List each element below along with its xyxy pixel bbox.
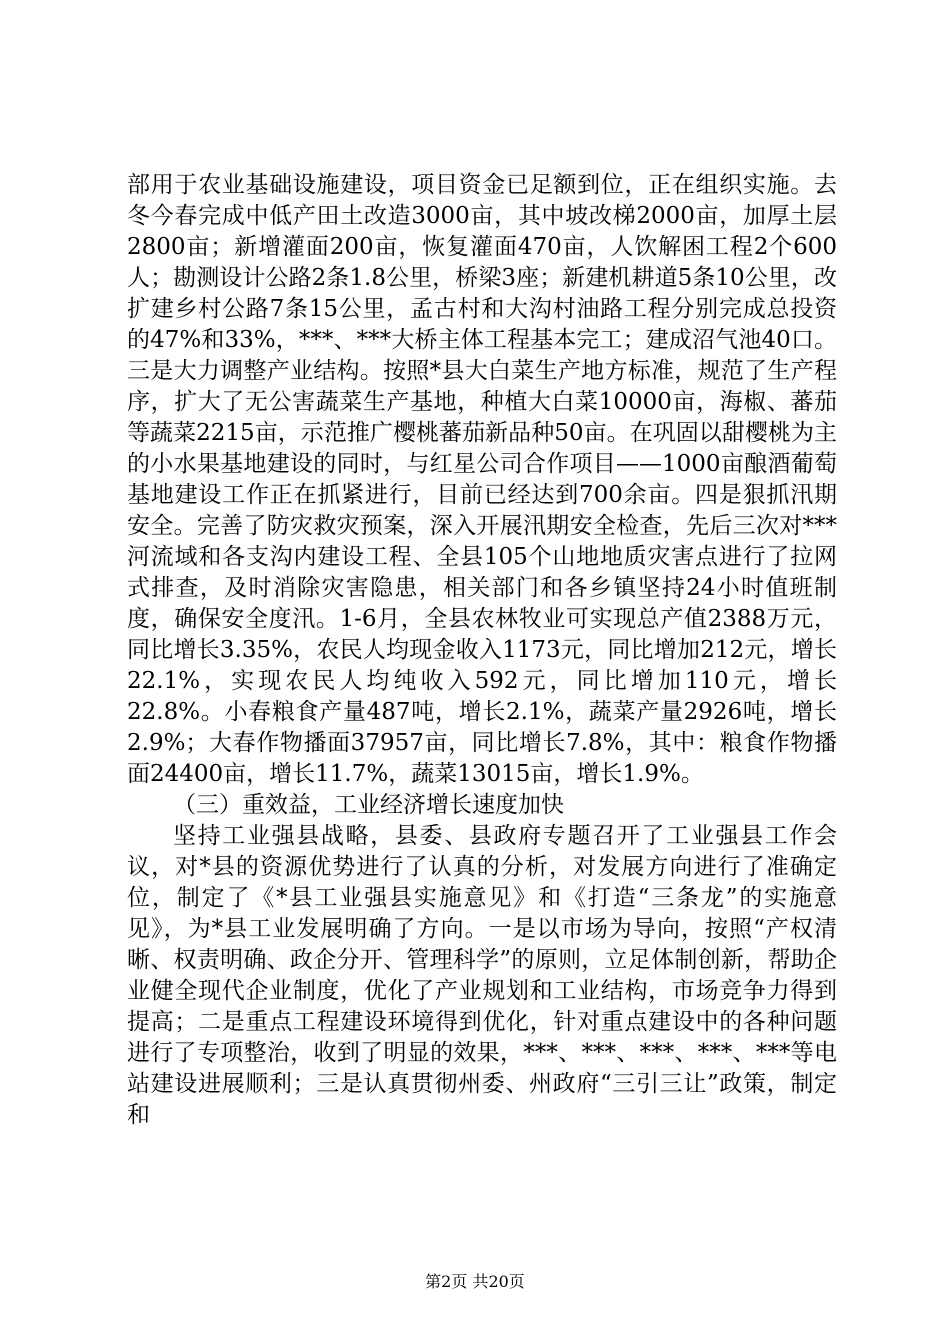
body-text (127, 170, 837, 1131)
paragraph-agriculture: 部用于农业基础设施建设，项目资金已足额到位，正在组织实施。去冬今春完成中低产田土改造3000亩，其中坡改梯2000亩，加厚土层2800亩；新增灌面200亩，恢复灌面470亩，人饮解困工程2个600人；勘测设计公路2条1.8公里，桥梁3座；新建机耕道5条10公里，改扩建乡村公路7条15公里，孟古村和大沟村油路工程分别完成总投资的47%和33%，***、***大桥主体工程基本完工；建成沼气池40口。三是大力调整产业结构。按照*县大白菜生产地方标准，规范了生产程序，扩大了无公害蔬菜生产基地，种植大白菜10000亩，海椒、蕃茄等蔬菜2215亩，示范推广樱桃蕃茄新品种50亩。在巩固以甜樱桃为主的小水果基地建设的同时，与红星公司合作项目——1000亩酿酒葡萄基地建设工作正在抓紧进行，目前已经达到700余亩。四是狠抓汛期安全。完善了防灾救灾预案，深入开展汛期安全检查，先后三次对***河流域和各支沟内建设工程、全县105个山地地质灾害点进行了拉网式排查，及时消除灾害隐患，相关部门和各乡镇坚持24小时值班制度，确保安全度汛。1-6月，全县农林牧业可实现总产值2388万元，同比增长3.35%，农民人均现金收入1173元，同比增加212元，增长22.1%，实现农民人均纯收入592元，同比增加110元，增长22.8%。小春粮食产量487吨，增长2.1%，蔬菜产量2926吨，增长2.9%；大春作物播面37957亩，同比增长7.8%，其中：粮食作物播面24400亩，增长11.7%，蔬菜13015亩，增长1.9%。 (127, 172, 837, 787)
page-number-footer: 第2页 共20页 (425, 1272, 525, 1291)
paragraph-industry: 坚持工业强县战略，县委、县政府专题召开了工业强县工作会议，对*县的资源优势进行了认真的分析，对发展方向进行了准确定位，制定了《*县工业强县实施意见》和《打造“三条龙”的实施意见》，为*县工业发展明确了方向。一是以市场为导向，按照“产权清晰、权责明确、政企分开、管理科学”的原则，立足体制创新，帮助企业健全现代企业制度，优化了产业规划和工业结构，市场竞争力得到提高；二是重点工程建设环境得到优化，针对重点建设中的各种问题进行了专项整治，收到了明显的效果，***、***、***、***、***等电站建设进展顺利；三是认真贯彻州委、州政府“三引三让”政策，制定和 (127, 823, 837, 1128)
section-heading-industry: （三）重效益，工业经济增长速度加快 (173, 792, 564, 818)
